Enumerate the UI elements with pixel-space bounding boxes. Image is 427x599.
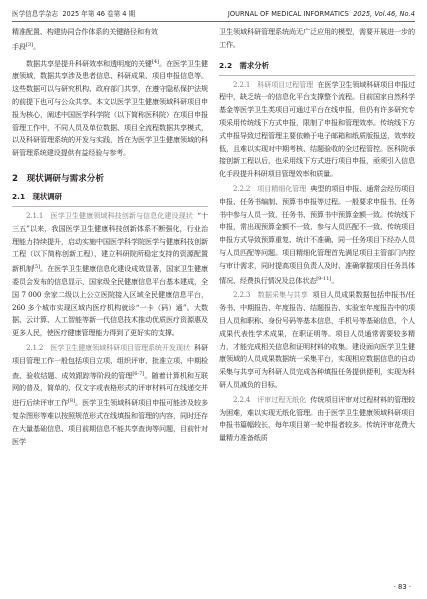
right-column (219, 26, 415, 447)
subsection-title: 2.1.1 医学卫生健康领域科技创新与信息化建设现状 (26, 210, 193, 220)
journal-title-en: JOURNAL OF MEDICAL INFORMATICS (227, 10, 349, 18)
paragraph-2-1-1: 2.1.1 医学卫生健康领域科技创新与信息化建设现状 “十三五”以来，我国医学卫生健康科技创新体系不断强化，行业治理能力持续提升，启动实施中国医学科学院医学与健康科技创新工程（以下简称创新工程），建立科研院所稳定支持的资源配置新机制[5]。在医学卫生健康信息化建设成效显著，国家卫生健康委员会发布的信息显示，国家级全民健康信息平台基本建成，全国 7 000 余家二级以上公立医院接入区域全民健康信息平台，260 多个城市实现区域内医疗机构就诊“一卡（码）通”。大数据、云计算、人工智能等新一代信息技术推动优质医疗资源惠及更多人民，使医疗健康管理能力得到了更好实的支撑。 (12, 210, 208, 338)
subsection-title: 2.2.1 科研项目过程管理 (233, 79, 314, 89)
citation-ref: [5] (33, 264, 41, 271)
issue-cn: 2025 年第 46 卷第 4 期 (62, 10, 136, 18)
subsection-title: 2.1.2 医学卫生健康领域科研项目管理系统开发现状 (26, 342, 190, 352)
issue-en: 2025, Vol.46, No.4 (353, 10, 415, 18)
section-divider (12, 206, 208, 207)
paragraph-2-2-1: 2.2.1 科研项目过程管理 在医学卫生领域科研项目申报过程中，缺乏统一的信息化平台支撑整个流程。目前国家自然科学基金等医学卫生类项目可通过平台在线申报，但仍有许多研究专项采用传统线下方式申报，限制了申报和管理效率。传统线下方式申报导致过程管理主要依赖于电子邮箱和纸质版报送，效率较低，且难以实现对中期考核、结题验收的全过程管控。医科院承接创新工程以后，也采用线下方式进行项目申报，亟须引入信息化手段提升科研项目管理效率和质量。 (219, 79, 416, 179)
citation-ref: [4] (151, 58, 160, 65)
citation-ref: [8] (67, 398, 76, 405)
section-heading-2-2: 2.2 需求分析 (219, 60, 270, 70)
subsection-title: 2.2.3 数据采集与共享 (233, 290, 308, 300)
paragraph-data-sharing: 数据共享是提升科研效率和透明度的关键[4]。在医学卫生健康领域，数据共享涉及患者信息、科研成果、项目申报信息等。这些数据可以与研究机构、政府部门共享，在遵守隐私保护法规的前提下也可与公众共享。本文以医学卫生健康领域科研项目申报为核心，阐述中国医学科学院（以下简称医科院）在项目申报管理工作中，不同人员及单位数据、项目全流程数据共享模式，以及科研管理系统的开发与实践，旨在为医学卫生健康领域的科研管理系统建设提供有益经验与参考。 (12, 58, 208, 158)
running-header (12, 8, 415, 22)
section-divider (219, 75, 415, 76)
page-number: · 83 · (393, 583, 411, 591)
header-left (12, 9, 135, 19)
paragraph-status-end: 卫生领域科研管理系统尚无广泛应用的模型，需要开展进一步的工作。 (219, 27, 415, 49)
journal-title-cn: 医学信息学杂志 (12, 10, 59, 18)
paragraph-intro-end: 精准配置、构建协同合作体系的关键路径和有效 手段[3]。 (12, 27, 158, 51)
paragraph-2-1-2: 2.1.2 医学卫生健康领域科研项目管理系统开发现状 科研项目管理工作一般包括项目立项、组织评审、批准立项、中期检查、验收结题、成效跟踪等阶段的管理[6-7]。随着计算机和互联网的普及，简单的、仅文字或表格形式的评审材料可在线递交并进行后续评审工作[8]。医学卫生领域科研项目申报可能涉及较多复杂图形等难以按照规范形式在线填报和管理的内容，同时还存在大量基础信息、项目前期信息不能共享查询等问题，目前针对医学 (12, 342, 209, 446)
citation-ref: [3] (25, 41, 33, 48)
paragraph-2-2-2: 2.2.2 项目精细化管理 典型的项目申报、通常会经历项目申报、任务书编制、预算书申报等过程。一般要求申报书、任务书中参与人员一致，任务书、预算书中预算金额一致。传统线下申报，常出现预算金额不一致、参与人员匹配不一致、传统项目申报方式导致预算重复、统计不准确、同一任务项目下经办人员与人员匹配等问题。项目精细化管理首先满足项目主管部门内控与审计需求，同时提高项目负责人及时、准确掌握项目任务具体情况、经费执行情况及总体状态[9-11]。 (219, 183, 415, 285)
paragraph-2-2-4: 2.2.4 评审过程无纸化 传统项目评审对过程材料的管理较为困难，难以实现无纸化管理。由于医学卫生健康领域科研项目申报书篇幅较长，每年项目第一轮申报者较多。传统评审花费大量精力准备纸质 (219, 394, 415, 443)
section-heading-2: 2 现状调研与需求分析 (12, 173, 104, 184)
subsection-title: 2.2.4 评审过程无纸化 (233, 394, 307, 404)
section-heading-2-1: 2.1 现状调研 (12, 191, 63, 201)
citation-ref: [9-11] (316, 275, 332, 282)
header-right (228, 9, 415, 19)
citation-ref: [6-7] (132, 370, 145, 377)
left-column (12, 26, 208, 450)
subsection-title: 2.2.2 项目精细化管理 (233, 183, 307, 193)
paragraph-2-2-3: 2.2.3 数据采集与共享 项目人员成果数据包括申报书/任务书、中期报告、年度报告、结题报告、实验室年度报告中的项目人员和职称、身份号码等基本信息，手机号等基础信息，个人成果代表性学术成果，在职证明等。项目人员通常需要较多精力，才能完成相关信息和证明材料的收集。建设面向医学卫生健康领域的人员成果数据统一采集平台，实现相应数据信息的自动采集与共享可为科研人员完成各种填报任务提供便利，实现为科研人员减负的目标。 (219, 290, 415, 389)
